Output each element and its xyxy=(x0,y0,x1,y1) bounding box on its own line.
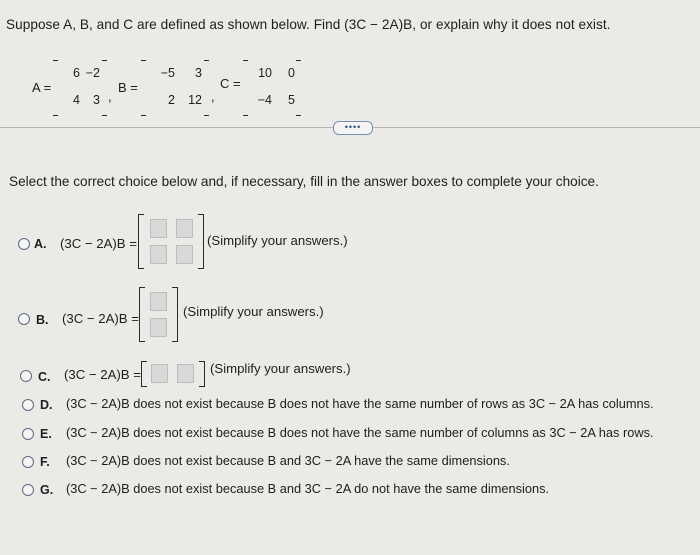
choice-g-radio[interactable] xyxy=(22,484,34,496)
choice-c-note: (Simplify your answers.) xyxy=(210,361,351,376)
answer-input-box[interactable] xyxy=(150,318,167,337)
matrix-c xyxy=(244,60,300,114)
matrix-b-cell: −5 xyxy=(160,66,175,80)
matrix-bracket-right xyxy=(198,214,204,269)
choice-c-radio[interactable] xyxy=(20,370,32,382)
choice-g-letter: G. xyxy=(40,483,54,497)
choice-a-note: (Simplify your answers.) xyxy=(207,233,348,248)
matrix-c-cell: 10 xyxy=(258,66,272,80)
answer-input-box[interactable] xyxy=(151,364,168,383)
answer-input-box[interactable] xyxy=(150,292,167,311)
question-text: Suppose A, B, and C are defined as shown below. Find (3C − 2A)B, or explain why it does not exist. xyxy=(6,17,611,32)
choice-b-letter: B. xyxy=(36,313,49,327)
answer-input-box[interactable] xyxy=(176,245,193,264)
choice-a-letter: A. xyxy=(34,237,47,251)
matrix-a-cell: 3 xyxy=(93,93,100,107)
matrix-b-label: B = xyxy=(118,80,138,95)
choice-e-text: (3C − 2A)B does not exist because B does not have the same number of columns as 3C − 2A has rows. xyxy=(66,425,654,440)
choice-d-radio[interactable] xyxy=(22,399,34,411)
choice-b-lhs: (3C − 2A)B = xyxy=(62,311,139,326)
choice-b-radio[interactable] xyxy=(18,313,30,325)
matrix-a-cell: −2 xyxy=(85,66,100,80)
matrix-bracket-right xyxy=(172,287,178,342)
matrix-bracket-right xyxy=(199,361,205,387)
matrix-a-label: A = xyxy=(32,80,52,95)
matrix-a xyxy=(54,60,106,114)
matrix-c-label: C = xyxy=(220,76,241,91)
matrix-b-cell: 3 xyxy=(195,66,202,80)
matrix-b-cell: 2 xyxy=(168,93,175,107)
choice-e-radio[interactable] xyxy=(22,428,34,440)
answer-input-box[interactable] xyxy=(177,364,194,383)
choice-f-letter: F. xyxy=(40,455,50,469)
comma: , xyxy=(211,89,215,104)
choice-b-note: (Simplify your answers.) xyxy=(183,304,324,319)
comma: , xyxy=(108,89,112,104)
matrix-b-cell: 12 xyxy=(188,93,202,107)
choice-f-text: (3C − 2A)B does not exist because B and 3C − 2A have the same dimensions. xyxy=(66,453,510,468)
choice-g-text: (3C − 2A)B does not exist because B and 3C − 2A do not have the same dimensions. xyxy=(66,481,550,496)
matrix-c-cell: 0 xyxy=(288,66,295,80)
choice-d-text: (3C − 2A)B does not exist because B does not have the same number of rows as 3C − 2A has columns. xyxy=(66,396,654,411)
matrix-bracket-left xyxy=(138,214,144,269)
answer-input-box[interactable] xyxy=(176,219,193,238)
choice-c-letter: C. xyxy=(38,370,51,384)
matrix-a-cell: 6 xyxy=(73,66,80,80)
matrix-c-cell: 5 xyxy=(288,93,295,107)
matrix-b xyxy=(142,60,208,114)
matrix-bracket-left xyxy=(139,287,145,342)
choice-c-lhs: (3C − 2A)B = xyxy=(64,367,141,382)
choice-f-radio[interactable] xyxy=(22,456,34,468)
matrix-a-cell: 4 xyxy=(73,93,80,107)
answer-input-box[interactable] xyxy=(150,219,167,238)
choice-a-radio[interactable] xyxy=(18,238,30,250)
choice-a-lhs: (3C − 2A)B = xyxy=(60,236,137,251)
matrix-bracket-left xyxy=(141,361,147,387)
instruction-text: Select the correct choice below and, if necessary, fill in the answer boxes to complete your choice. xyxy=(9,174,599,189)
matrix-c-cell: −4 xyxy=(257,93,272,107)
choice-e-letter: E. xyxy=(40,427,52,441)
choice-d-letter: D. xyxy=(40,398,53,412)
more-button[interactable]: •••• xyxy=(333,121,373,135)
answer-input-box[interactable] xyxy=(150,245,167,264)
